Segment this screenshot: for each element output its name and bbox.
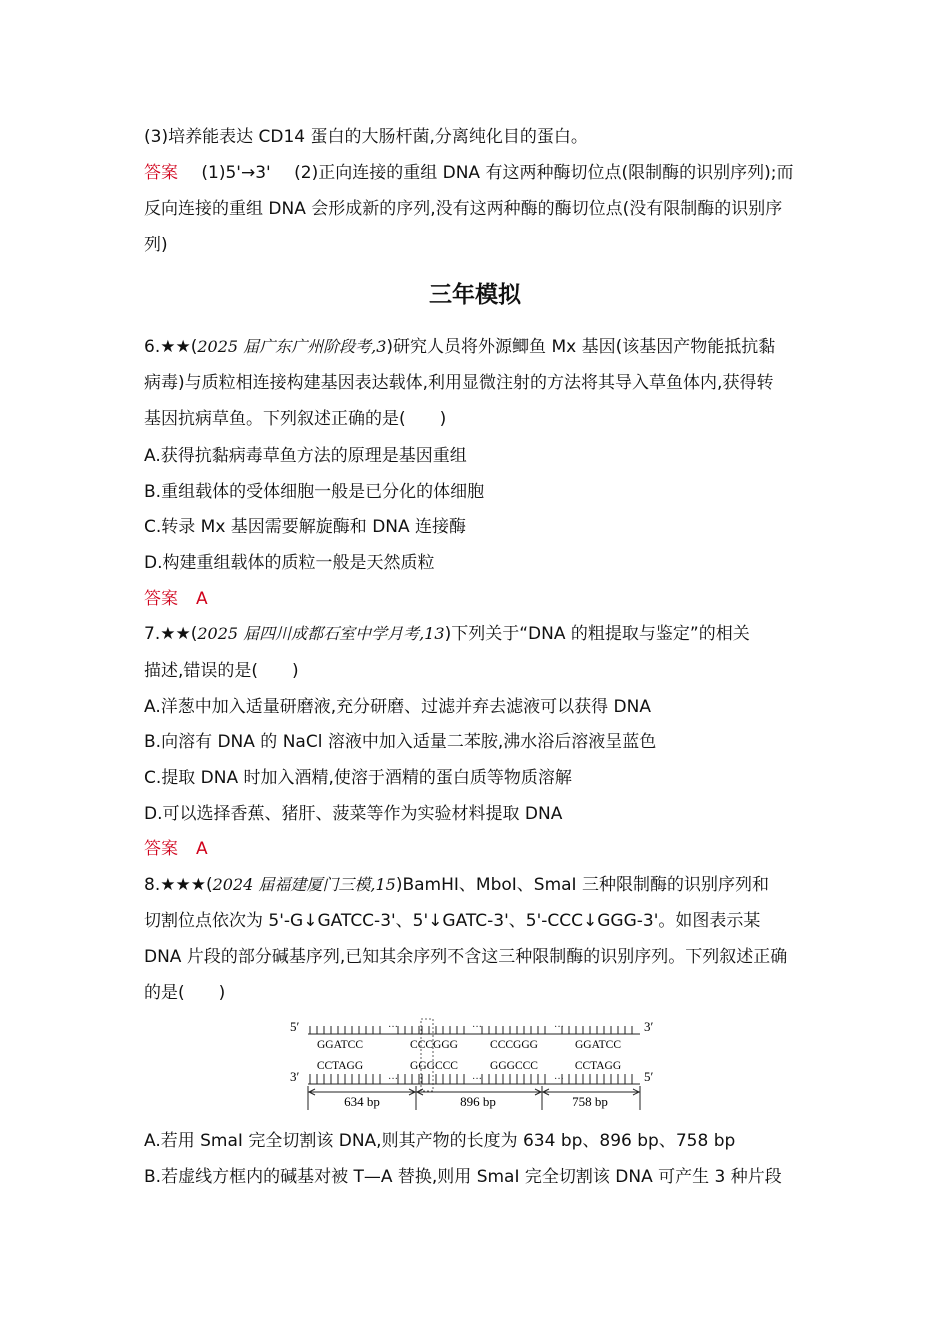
section-title: 三年模拟: [429, 282, 521, 308]
q8-stem-line-2: 切割位点依次为 5'-G↓GATCC-3'、5'↓GATC-3'、5'-CCC↓GGG-3'。如图表示某: [144, 911, 761, 931]
top-seq-4: GGATCC: [574, 1039, 622, 1051]
q6-answer-value: A: [196, 589, 208, 609]
q8-option-a: A.若用 SmaI 完全切割该 DNA,则其产物的长度为 634 bp、896 bp、758 bp: [144, 1131, 736, 1151]
q6-option-d: D.构建重组载体的质粒一般是天然质粒: [144, 553, 435, 573]
bottom-left-label: 3′: [290, 1069, 300, 1084]
strand-ellipsis: ···: [554, 1022, 564, 1033]
top-seq-3: CCCGGG: [490, 1039, 538, 1051]
dna-sequence-figure: [286, 1014, 662, 1114]
length-label-3: 758 bp: [572, 1094, 608, 1109]
q7-option-c: C.提取 DNA 时加入酒精,使溶于酒精的蛋白质等物质溶解: [144, 768, 572, 788]
q8-source: 2024 届福建厦门三模,15: [212, 875, 396, 894]
top-seq-1: GGATCC: [316, 1039, 364, 1051]
strand-ellipsis: ···: [388, 1074, 398, 1085]
top-right-label: 3′: [644, 1019, 654, 1034]
q8-stem-line-1: 8.★★★(2024 届福建厦门三模,15)BamHI、MboI、SmaI 三种限制酶的识别序列和: [144, 875, 769, 895]
q8-option-b: B.若虚线方框内的碱基对被 T—A 替换,则用 SmaI 完全切割该 DNA 可产生 3 种片段: [144, 1167, 782, 1187]
prev-answer-line-3: 列): [144, 235, 168, 255]
bottom-seq-4: CCTAGG: [574, 1060, 622, 1072]
q6-option-b: B.重组载体的受体细胞一般是已分化的体细胞: [144, 482, 485, 502]
top-strand-ticks: [310, 1022, 632, 1034]
bottom-strand-ticks: [310, 1074, 632, 1085]
strand-ellipsis: ···: [554, 1074, 564, 1085]
q6-stem-line-3: 基因抗病草鱼。下列叙述正确的是( ): [144, 409, 447, 429]
bottom-seq-2: GGGCCC: [410, 1060, 458, 1072]
bottom-seq-1: CCTAGG: [316, 1060, 364, 1072]
top-left-label: 5′: [290, 1019, 300, 1034]
prev-answer-line-2: 反向连接的重组 DNA 会形成新的序列,没有这两种酶的酶切位点(没有限制酶的识别序: [144, 199, 783, 219]
q6-stem-line-2: 病毒)与质粒相连接构建基因表达载体,利用显微注射的方法将其导入草鱼体内,获得转: [144, 373, 774, 393]
prev-question-line: (3)培养能表达 CD14 蛋白的大肠杆菌,分离纯化目的蛋白。: [144, 127, 588, 147]
prev-answer-line-1: 答案 (1)5'→3' (2)正向连接的重组 DNA 有这两种酶切位点(限制酶的识别序列);而: [144, 163, 794, 183]
q6-source: 2025 届广东广州阶段考,3: [197, 337, 387, 356]
q7-stem-line-1: 7.★★(2025 届四川成都石室中学月考,13)下列关于“DNA 的粗提取与鉴定”的相关: [144, 624, 750, 644]
strand-ellipsis: ···: [388, 1022, 398, 1033]
q7-answer-value: A: [196, 839, 208, 859]
dashed-box: [421, 1019, 433, 1091]
q7-source: 2025 届四川成都石室中学月考,13: [197, 624, 445, 643]
strand-ellipsis: ···: [472, 1074, 482, 1085]
length-label-1: 634 bp: [344, 1094, 380, 1109]
answer-label: 答案: [144, 163, 178, 183]
bottom-seq-3: GGGCCC: [490, 1060, 538, 1072]
q6-stem-line-1: 6.★★(2025 届广东广州阶段考,3)研究人员将外源鲫鱼 Mx 基因(该基因产物能抵抗黏: [144, 337, 776, 357]
q8-stem-line-4: 的是( ): [144, 983, 226, 1003]
top-seq-2: CCCGGG: [410, 1039, 458, 1051]
q7-option-d: D.可以选择香蕉、猪肝、菠菜等作为实验材料提取 DNA: [144, 804, 563, 824]
q7-option-b: B.向溶有 DNA 的 NaCl 溶液中加入适量二苯胺,沸水浴后溶液呈蓝色: [144, 732, 657, 752]
q7-stem-line-2: 描述,错误的是( ): [144, 661, 299, 681]
q6-option-a: A.获得抗黏病毒草鱼方法的原理是基因重组: [144, 446, 467, 466]
q8-stem-line-3: DNA 片段的部分碱基序列,已知其余序列不含这三种限制酶的识别序列。下列叙述正确: [144, 947, 788, 967]
q6-option-c: C.转录 Mx 基因需要解旋酶和 DNA 连接酶: [144, 517, 467, 537]
q7-option-a: A.洋葱中加入适量研磨液,充分研磨、过滤并弃去滤液可以获得 DNA: [144, 697, 651, 717]
q7-answer: [144, 838, 208, 860]
answer-label: 答案: [144, 589, 178, 609]
strand-ellipsis: ···: [472, 1022, 482, 1033]
q6-answer: [144, 588, 208, 610]
answer-label: 答案: [144, 839, 178, 859]
length-label-2: 896 bp: [460, 1094, 496, 1109]
bottom-right-label: 5′: [644, 1069, 654, 1084]
